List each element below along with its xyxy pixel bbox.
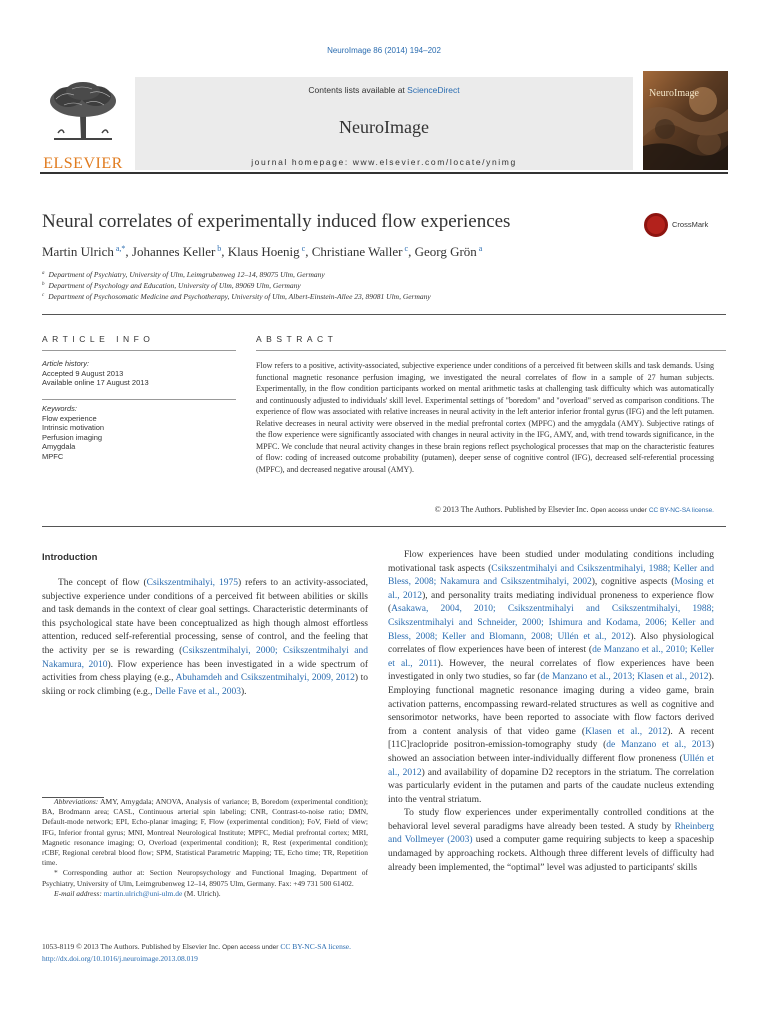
abstract-bottom-rule [42, 526, 726, 527]
author-name[interactable]: Christiane Waller [311, 244, 403, 259]
email-link[interactable]: martin.ulrich@uni-ulm.de [103, 888, 183, 898]
citation-link[interactable]: Delle Fave et al., 2003 [154, 686, 241, 697]
author-name[interactable]: Georg Grön [414, 244, 477, 259]
journal-reference[interactable]: NeuroImage 86 (2014) 194–202 [327, 46, 441, 55]
citation-link[interactable]: Csikszentmihalyi, 2000; Csikszentmihalyi and Nakamura, 2010 [42, 645, 368, 670]
affiliation-b [42, 281, 301, 290]
citation-link[interactable]: de Manzano et al., 2010; Keller et al., 2011 [388, 645, 715, 669]
crossmark-badge[interactable] [644, 213, 734, 237]
author-name[interactable]: Klaus Hoenig [227, 244, 300, 259]
journal-cover-image[interactable] [643, 71, 728, 170]
journal-homepage[interactable]: journal homepage: www.elsevier.com/locate/ynimg [251, 157, 517, 167]
footnotes [42, 797, 368, 899]
author-affiliation-marker[interactable]: b [215, 244, 222, 253]
body-text: To study flow experiences under experimentally controlled conditions at the behavioral level several paradigms have already been tested. A study by [388, 808, 714, 832]
contents-available-line [135, 85, 633, 95]
intro-right-column [388, 549, 714, 875]
article-info-top-rule [42, 314, 726, 315]
open-access-text: Open access under [590, 507, 647, 514]
citation-link[interactable]: Abuhamdeh and Csikszentmihalyi, 2009, 2012 [175, 673, 355, 684]
keyword-item: MPFC [42, 451, 64, 461]
publisher-name: ELSEVIER [43, 155, 123, 172]
keywords [42, 404, 104, 461]
email-suffix: (M. Ulrich). [182, 888, 221, 898]
author-affiliation-marker[interactable]: a [476, 244, 483, 253]
journal-header [40, 71, 728, 172]
abstract-heading: ABSTRACT [256, 334, 338, 344]
body-text: ) to skiing or rock climbing (e.g., [42, 673, 368, 697]
elsevier-logo[interactable] [40, 77, 126, 171]
body-text: ), and personality traits mediating individual proneness to experience flow ( [388, 590, 714, 615]
abbreviations-label: Abbreviations: [54, 797, 99, 806]
abbreviations-text: AMY, Amygdala; ANOVA, Analysis of variance; B, Boredom (experimental condition); BA, Brodmann area; CASL, Continuous arterial spin labeling; CNR, Contrast-to-noise ratio; DMN, Default-mode network; EPI, Echo-planar imaging; F, Flow (experimental condition); FoV, Field of view; IFG, Inferior frontal gyrus; MNI, Montreal Neurological Institute; MPFC, Medial prefrontal cortex; MRI, Magnetic resonance imaging; O, Overload (experimental condition); R, Rest (experimental condition); rCBF, Regional cerebral blood flow; SPM, Statistical Parametric Mapping; TE, Echo time; TR, Repetition time. [42, 797, 368, 868]
body-text: used a computer game requiring subjects to keep a spaceship undamaged by approaching rockets. Although three different levels of difficulty had already been implemented, the “optimal” level was adjusted to participants' skills [388, 835, 714, 873]
body-text: ). A recent [11C]raclopride positron-emission-tomography study ( [388, 726, 714, 751]
email-footnote [42, 889, 368, 899]
article-info-heading: ARTICLE INFO [42, 334, 155, 344]
license-link[interactable]: CC BY-NC-SA license. [648, 507, 714, 514]
affiliation-text: Department of Psychosomatic Medicine and Psychotherapy, University of Ulm, Albert-Einstein-Allee 23, 89081 Ulm, Germany [48, 292, 431, 301]
citation-link[interactable]: de Manzano et al., 2013; Klasen et al., 2012 [540, 672, 709, 683]
citation-link[interactable]: Klasen et al., 2012 [585, 726, 668, 737]
crossmark-icon [644, 213, 668, 237]
abbreviations-footnote [42, 797, 368, 868]
body-text: ). Flow experience has been investigated in a wide spectrum of activities from chess playing (e.g., [42, 659, 368, 684]
cover-journal-title: NeuroImage [649, 88, 699, 99]
sciencedirect-link[interactable]: ScienceDirect [407, 85, 460, 95]
affiliation-text: Department of Psychology and Education, University of Ulm, 89069 Ulm, Germany [48, 281, 301, 290]
doi-link[interactable]: http://dx.doi.org/10.1016/j.neuroimage.2013.08.019 [42, 954, 198, 963]
citation-link[interactable]: Csikszentmihalyi and Csikszentmihalyi, 1988; Keller and Bless, 2008; Nakamura and Csikszentmihalyi, 2002 [388, 563, 714, 588]
body-text: The concept of flow ( [58, 578, 147, 588]
affiliation-marker: a [42, 271, 45, 276]
article-title: Neural correlates of experimentally induced flow experiences [42, 211, 511, 232]
citation-link[interactable]: de Manzano et al., 2013 [606, 740, 711, 751]
history-accepted: Accepted 9 August 2013 [42, 368, 124, 378]
keyword-item: Amygdala [42, 442, 76, 451]
intro-paragraph [388, 807, 714, 875]
keywords-rule [42, 399, 236, 400]
keyword-item: Intrinsic motivation [42, 423, 105, 432]
citation-link[interactable]: Csikszentmihalyi, 1975 [146, 578, 238, 588]
issn-line [42, 941, 351, 953]
body-text: ) refers to an activity-associated, subjective experience under conditions of a perceived fit between abilities or skills and task demands in the context of clear goal settings. Characteristic determinants of this psychological state have been conceptualized as high though almost effortless attention, reduced self-referential processing, sense of control, and the feeling that the activity per se is rewarding ( [42, 578, 368, 656]
bottom-metadata [42, 941, 351, 964]
citation-link[interactable]: Ullén et al., 2012 [388, 753, 715, 778]
intro-paragraph [42, 577, 368, 699]
body-text: ). [240, 686, 247, 697]
issn-text: 1053-8119 © 2013 The Authors. Published by Elsevier Inc. [42, 942, 221, 951]
crossmark-label: CrossMark [672, 220, 709, 229]
bottom-license-link[interactable]: CC BY-NC-SA license. [280, 942, 351, 951]
journal-info-box [135, 77, 633, 170]
intro-paragraph [388, 549, 714, 807]
affiliation-a [42, 270, 325, 279]
intro-left-column [42, 577, 368, 699]
abstract-copyright [435, 505, 714, 514]
abstract-text: Flow refers to a positive, activity-associated, subjective experience under conditions of a perceived fit between skills and task demands. Using functional magnetic resonance perfusion imaging, we investigated the neural correlates of flow in a sample of 27 human subjects. Experimentally, in the flow condition participants worked on mental arithmetic tasks at challenging task difficulty which was automatically and continuously adjusted to individuals' skill level. Experimental settings of "boredom" and "overload" served as comparison conditions. The experience of flow was associated with relative increases in neural activity in the left anterior inferior frontal gyrus (IFG) and the left putamen. Relative decreases in neural activity were observed in the medial prefrontal cortex (MPFC) and the amygdala (AMY). Subjective ratings of the flow experience were significantly associated with changes in neural activity in the IFG, AMY, and, with trend towards significance, in the MPFC. We conclude that neural activity changes in these brain regions reflect psychological processes that map on the characteristic features of flow: coding of increased outcome probability (putamen), deeper sense of cognitive control (IFG), decreased self-referential processing (MPFC), and decreased negative arousal (AMY). [256, 361, 714, 474]
affiliation-marker: c [42, 293, 45, 298]
copyright-text: © 2013 The Authors. Published by Elsevier Inc. [434, 505, 589, 514]
author-name[interactable]: Johannes Keller [131, 244, 216, 259]
introduction-heading: Introduction [42, 552, 98, 563]
body-text: ) showed an association between inter-individually different flow proneness ( [388, 740, 714, 764]
abstract-rule [256, 350, 726, 351]
header-divider [40, 172, 728, 174]
affiliation-marker: b [42, 282, 45, 287]
citation-link[interactable]: Mosing et al., 2012 [388, 577, 714, 601]
journal-title: NeuroImage [339, 117, 429, 137]
history-online: Available online 17 August 2013 [42, 378, 149, 387]
body-text: ), cognitive aspects ( [591, 577, 675, 588]
body-text: ). However, the neural correlates of flow experiences have been investigated in only two studies, so far ( [388, 658, 715, 683]
email-label: E-mail address: [54, 888, 104, 898]
info-rule [42, 350, 236, 351]
keyword-item: Flow experience [42, 413, 97, 423]
keywords-label: Keywords: [42, 404, 78, 413]
corresponding-author-footnote: * Corresponding author at: Section Neuropsychology and Functional Imaging, Department of Psychiatry, University of Ulm, Leimgrubenweg 12–14, 89075 Ulm, Germany. Fax: +49 731 500 61402. [42, 868, 368, 888]
body-text: ) and availability of dopamine D2 receptors in the striatum. The correlation was particularly evident in the putamen and parts of the caudate nucleus extending into the ventral striatum. [388, 767, 714, 805]
author-affiliation-marker[interactable]: c [299, 244, 306, 253]
history-label: Article history: [42, 359, 90, 368]
author-affiliation-marker[interactable]: c [402, 244, 409, 253]
keyword-item: Perfusion imaging [42, 432, 103, 442]
author-affiliation-marker[interactable]: a,* [113, 244, 126, 253]
body-text: ). Employing functional magnetic resonance imaging during a video game, brain activation patterns, encompassing reward-related structures as well as cognitive and sensorimotor networks, have been reported to associate with flow factors derived from a content analysis of that video game ( [388, 672, 714, 737]
affiliation-c [42, 292, 431, 301]
affiliation-text: Department of Psychiatry, University of Ulm, Leimgrubenweg 12–14, 89075 Ulm, Germany [48, 270, 325, 279]
body-text: Flow experiences have been studied under modulating conditions including motivational task aspects ( [388, 550, 714, 574]
author-list: Martin Ulrich $^{a,*}$, Johannes Keller $^b$, Klaus Hoenig $^c$, Christiane Waller $^c$, Georg Grön $^a$ [42, 244, 483, 259]
author-name[interactable]: Martin Ulrich [42, 244, 114, 259]
citation-link[interactable]: Asakawa, 2004, 2010; Csikszentmihalyi and Csikszentmihalyi, 1988; Csikszentmihalyi and Schneider, 2000; Ishimura and Kodama, 2006; Keller and Bless, 2008; Keller and Blomann, 2008; Ullén et al., 2012 [388, 604, 714, 642]
citation-link[interactable]: Rheinberg and Vollmeyer (2003) [388, 821, 714, 846]
bottom-open-access: Open access under [222, 944, 279, 951]
article-history [42, 359, 149, 388]
elsevier-tree-logo-icon [44, 81, 122, 141]
body-text: ). Also physiological correlates of flow experiences have been of interest ( [388, 631, 715, 656]
contents-prefix: Contents lists available at [308, 85, 408, 95]
